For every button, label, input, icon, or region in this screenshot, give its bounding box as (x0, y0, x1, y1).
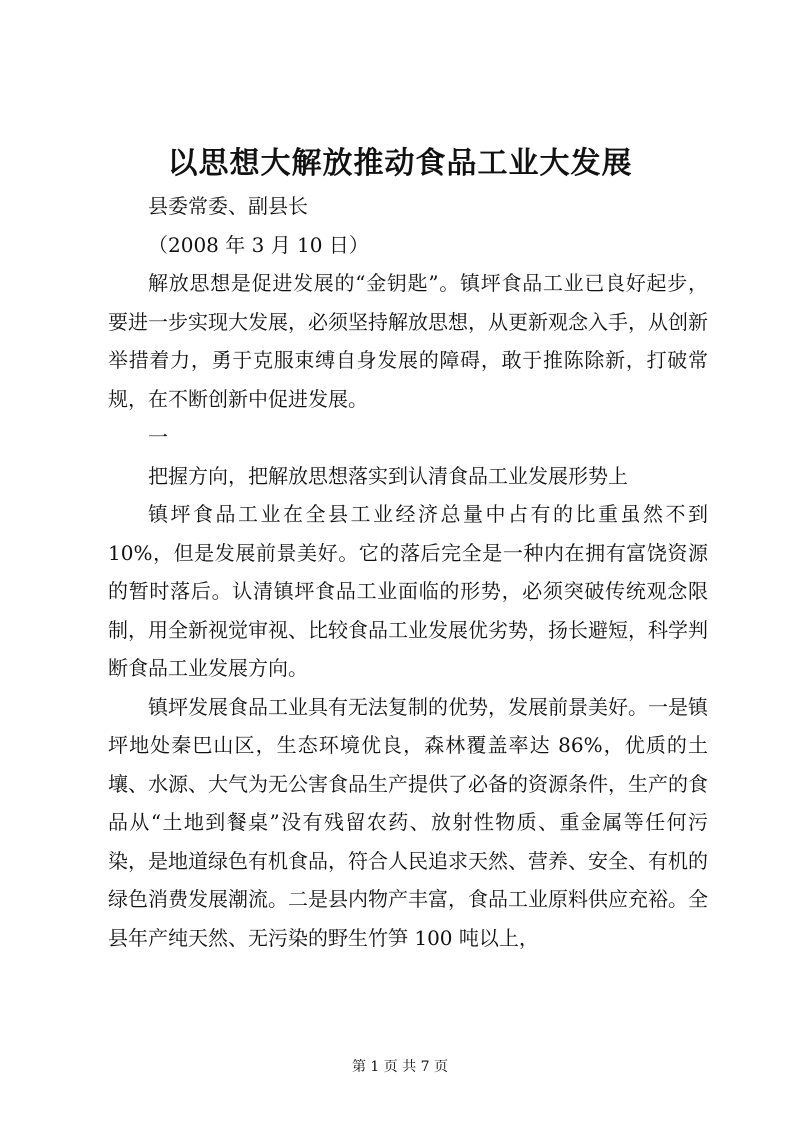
author-line: 县委常委、副县长 (148, 194, 308, 218)
date-line: （2008 年 3 月 10 日） (148, 232, 369, 257)
section-heading: 把握方向，把解放思想落实到认清食品工业发展形势上 (148, 463, 628, 488)
paragraph-advantages: 镇坪发展食品工业具有无法复制的优势，发展前景美好。一是镇坪地处秦巴山区，生态环境优良，森林覆盖率达 86%，优质的土壤、水源、大气为无公害食品生产提供了必备的资源条件，生产的食品从“土地到餐桌”没有残留农药、放射性物质、重金属等任何污染，是地道绿色有机食品，符合人民追求天然、营养、安全、有机的绿色消费发展潮流。二是县内物产丰富，食品工业原料供应充裕。全县年产纯天然、无污染的野生竹笋 100 吨以上， (108, 694, 708, 950)
document-body (108, 187, 708, 957)
page-number: 第 1 页 共 7 页 (351, 1059, 449, 1075)
document-title: 以思想大解放推动食品工业大发展 (167, 146, 633, 181)
section-number: 一 (148, 425, 168, 449)
paragraph-situation: 镇坪食品工业在全县工业经济总量中占有的比重虽然不到 10%，但是发展前景美好。它的落后完全是一种内在拥有富饶资源的暂时落后。认清镇坪食品工业面临的形势，必须突破传统观念限制，用全新视觉审视、比较食品工业发展优劣势，扬长避短，科学判断食品工业发展方向。 (108, 502, 708, 680)
paragraph-intro: 解放思想是促进发展的“金钥匙”。镇坪食品工业已良好起步，要进一步实现大发展，必须坚持解放思想，从更新观念入手，从创新举措着力，勇于克服束缚自身发展的障碍，敢于推陈除新，打破常规，在不断创新中促进发展。 (108, 271, 708, 411)
